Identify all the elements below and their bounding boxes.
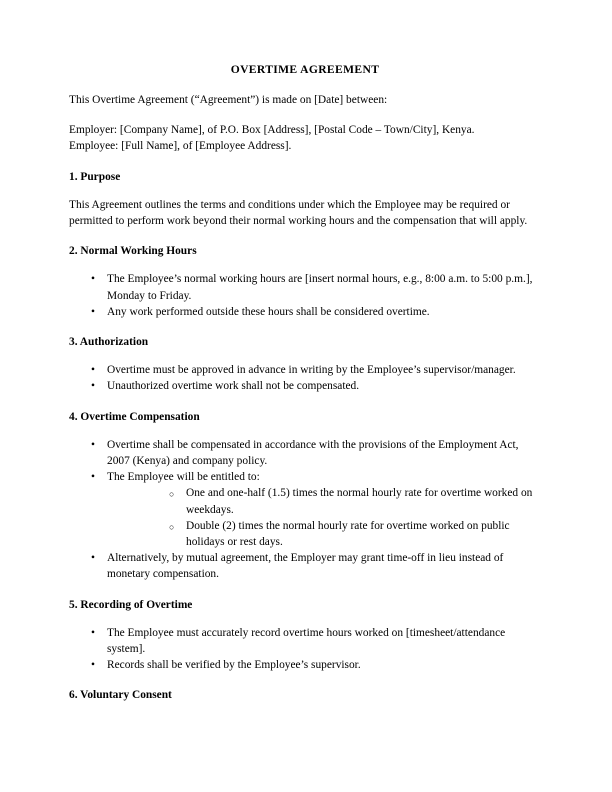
sub-list-item [107, 485, 541, 517]
list-item-text: The Employee’s normal working hours are [insert normal hours, e.g., 8:00 a.m. to 5:00 p.m.], Monday to Friday. [107, 273, 533, 302]
section-heading-authorization: 3. Authorization [69, 336, 149, 349]
list-item-text: Records shall be verified by the Employee’s supervisor. [107, 659, 361, 672]
bullet-list-recording-of-overtime [69, 625, 541, 674]
document-body [69, 62, 541, 716]
list-item-text: Any work performed outside these hours shall be considered overtime. [107, 305, 430, 318]
section-heading-recording-of-overtime: 5. Recording of Overtime [69, 598, 193, 611]
bullet-circle-icon: ○ [169, 489, 175, 500]
section-paragraph-purpose: This Agreement outlines the terms and conditions under which the Employee may be required or permitted to perform work beyond their normal working hours and the compensation that will apply. [69, 198, 528, 228]
list-item-text: Unauthorized overtime work shall not be compensated. [107, 380, 360, 393]
bullet-disc-icon: • [91, 273, 95, 286]
sub-list-item-text: One and one-half (1.5) times the normal hourly rate for overtime worked on weekdays. [186, 487, 533, 516]
bullet-disc-icon: • [91, 364, 95, 377]
bullet-list-normal-working-hours [69, 271, 541, 320]
sub-list-item [107, 518, 541, 550]
nested-list-wrapper [107, 485, 541, 550]
bullet-disc-icon: • [91, 380, 95, 393]
list-item [69, 271, 541, 303]
list-item-text: The Employee must accurately record overtime hours worked on [timesheet/attendance system]. [107, 626, 506, 656]
section-heading-voluntary-consent: 6. Voluntary Consent [69, 689, 172, 702]
sub-list-item-text: Double (2) times the normal hourly rate for overtime worked on public holidays or rest days. [186, 519, 510, 549]
list-item [69, 362, 541, 378]
section-heading-purpose: 1. Purpose [69, 170, 121, 183]
section-heading-overtime-compensation: 4. Overtime Compensation [69, 410, 200, 423]
bullet-disc-icon: • [91, 305, 95, 318]
employer-line: Employer: [Company Name], of P.O. Box [Address], [Postal Code – Town/City], Kenya. [69, 124, 475, 137]
page-title: OVERTIME AGREEMENT [230, 63, 380, 76]
list-item-text: The Employee will be entitled to: [107, 471, 260, 484]
list-item [69, 625, 541, 657]
list-item [69, 469, 541, 550]
sub-bullet-list-entitlements [107, 485, 541, 550]
employee-line: Employee: [Full Name], of [Employee Address]. [69, 140, 292, 153]
list-item [69, 657, 541, 673]
bullet-disc-icon: • [91, 626, 95, 639]
bullet-disc-icon: • [91, 438, 95, 451]
list-item-text: Overtime must be approved in advance in writing by the Employee’s supervisor/manager. [107, 364, 516, 377]
bullet-list-authorization [69, 362, 541, 394]
list-item-text: Overtime shall be compensated in accordance with the provisions of the Employment Act, 2007 (Kenya) and company policy. [107, 438, 519, 468]
bullet-disc-icon: • [91, 552, 95, 565]
intro-paragraph: This Overtime Agreement (“Agreement”) is made on [Date] between: [69, 94, 388, 106]
bullet-list-overtime-compensation [69, 437, 541, 583]
list-item-text: Alternatively, by mutual agreement, the Employer may grant time-off in lieu instead of monetary compensation. [107, 552, 504, 581]
list-item [69, 550, 541, 582]
bullet-disc-icon: • [91, 471, 95, 484]
bullet-disc-icon: • [91, 659, 95, 672]
list-item [69, 437, 541, 469]
list-item [69, 304, 541, 320]
bullet-circle-icon: ○ [169, 521, 175, 532]
section-heading-normal-working-hours: 2. Normal Working Hours [69, 245, 197, 258]
list-item [69, 378, 541, 394]
